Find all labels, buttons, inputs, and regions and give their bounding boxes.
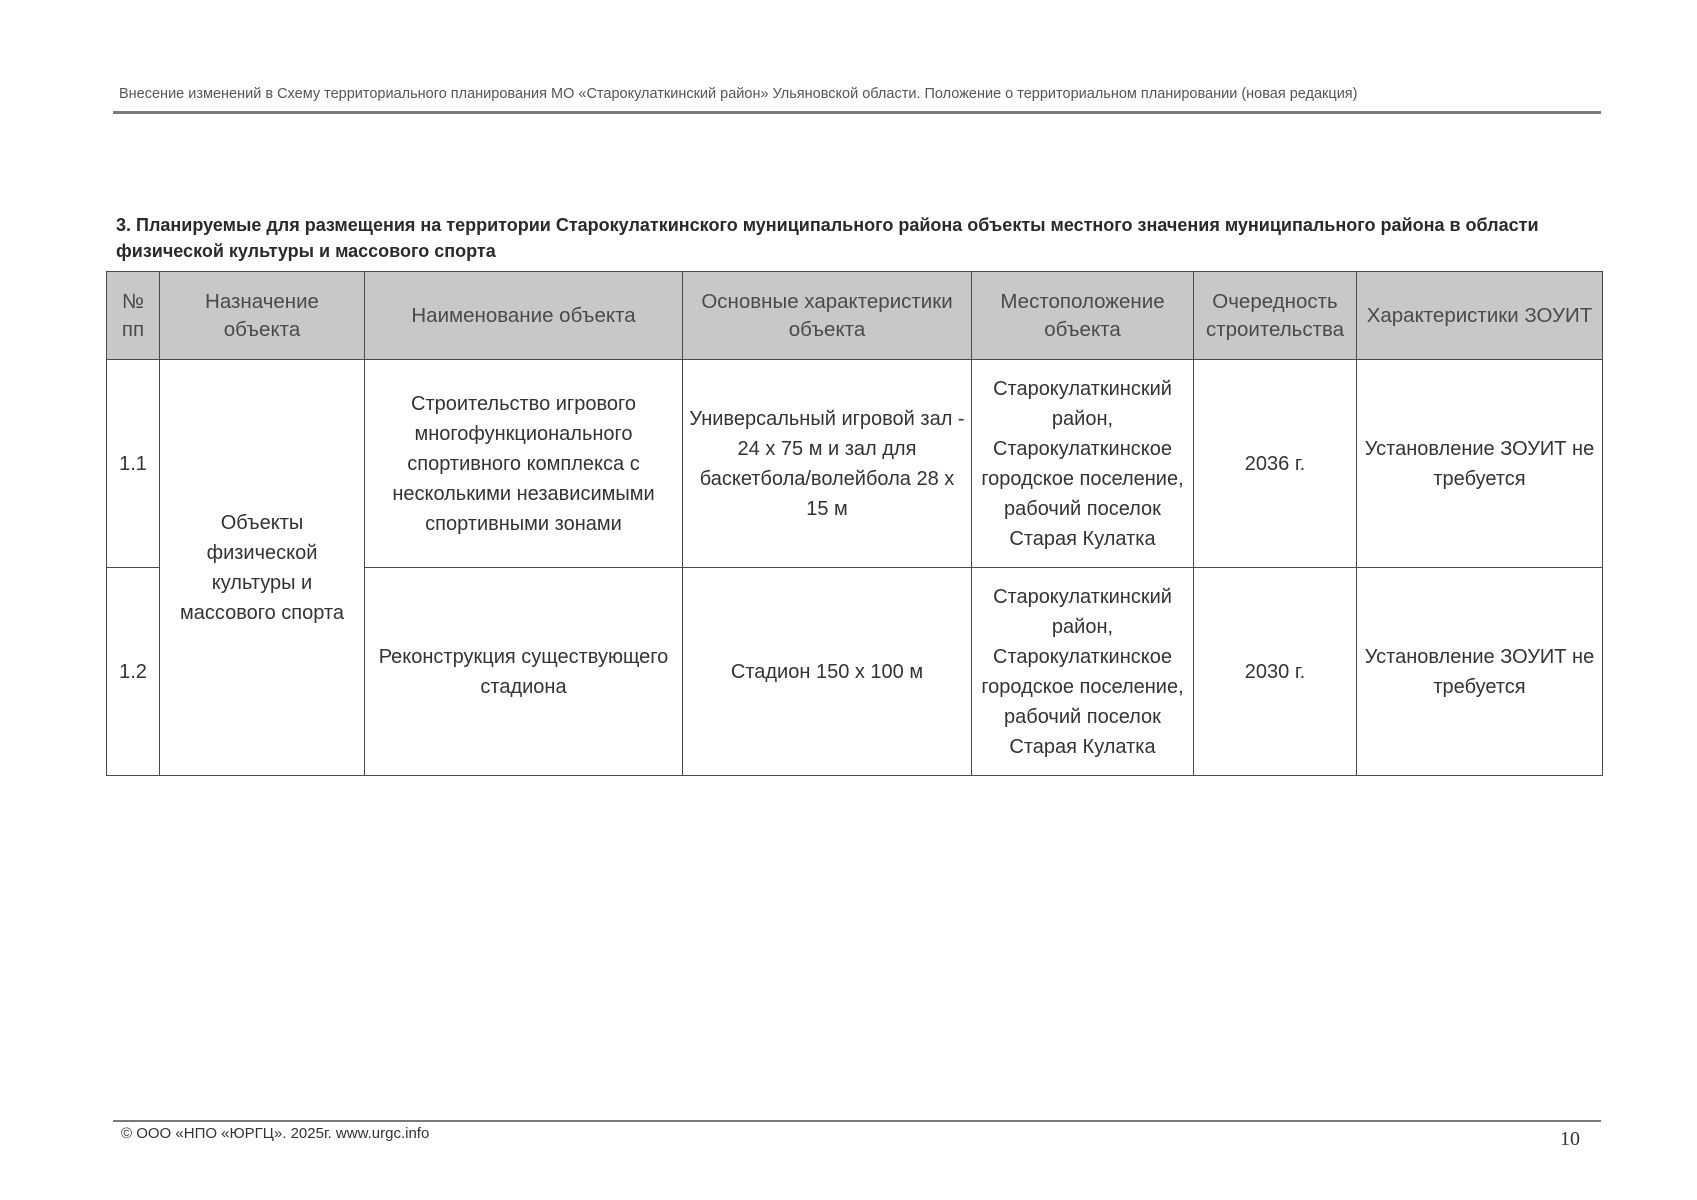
zouit-characteristics: Установление ЗОУИТ не требуется (1357, 360, 1603, 568)
object-characteristics: Универсальный игровой зал - 24 х 75 м и зал для баскетбола/волейбола 28 х 15 м (683, 360, 972, 568)
section-title: 3. Планируемые для размещения на территории Старокулаткинского муниципального района объекты местного значения муниципального района в области физической культуры и массового спорта (116, 215, 1539, 261)
object-characteristics: Стадион 150 х 100 м (683, 568, 972, 776)
table-header-row (107, 272, 1603, 360)
col-header-characteristics: Основные характеристики объекта (683, 272, 972, 360)
object-name: Реконструкция существующего стадиона (365, 568, 683, 776)
document-header: Внесение изменений в Схему территориального планирования МО «Старокулаткинский район» Ульяновской области. Положение о территориальном планировании (новая редакция) (119, 86, 1358, 102)
facilities-table (106, 271, 1603, 776)
col-header-purpose: Назначение объекта (160, 272, 365, 360)
footer-copyright: © ООО «НПО «ЮРГЦ». 2025г. www.urgc.info (121, 1125, 430, 1142)
object-name: Строительство игрового многофункционального спортивного комплекса с несколькими независимыми спортивными зонами (365, 360, 683, 568)
zouit-characteristics: Установление ЗОУИТ не требуется (1357, 568, 1603, 776)
object-location: Старокулаткинский район, Старокулаткинское городское поселение, рабочий поселок Старая Кулатка (972, 568, 1194, 776)
construction-term: 2030 г. (1194, 568, 1357, 776)
row-number: 1.2 (107, 568, 160, 776)
col-header-term: Очередность строительства (1194, 272, 1357, 360)
footer-divider (113, 1120, 1601, 1122)
row-number: 1.1 (107, 360, 160, 568)
table-row (107, 360, 1603, 568)
page-number: 10 (1560, 1128, 1580, 1150)
purpose-cell: Объекты физической культуры и массового спорта (160, 360, 365, 776)
col-header-location: Местоположение объекта (972, 272, 1194, 360)
construction-term: 2036 г. (1194, 360, 1357, 568)
col-header-zouit: Характеристики ЗОУИТ (1357, 272, 1603, 360)
col-header-number: № пп (107, 272, 160, 360)
object-location: Старокулаткинский район, Старокулаткинское городское поселение, рабочий поселок Старая Кулатка (972, 360, 1194, 568)
col-header-name: Наименование объекта (365, 272, 683, 360)
header-divider (113, 111, 1601, 114)
